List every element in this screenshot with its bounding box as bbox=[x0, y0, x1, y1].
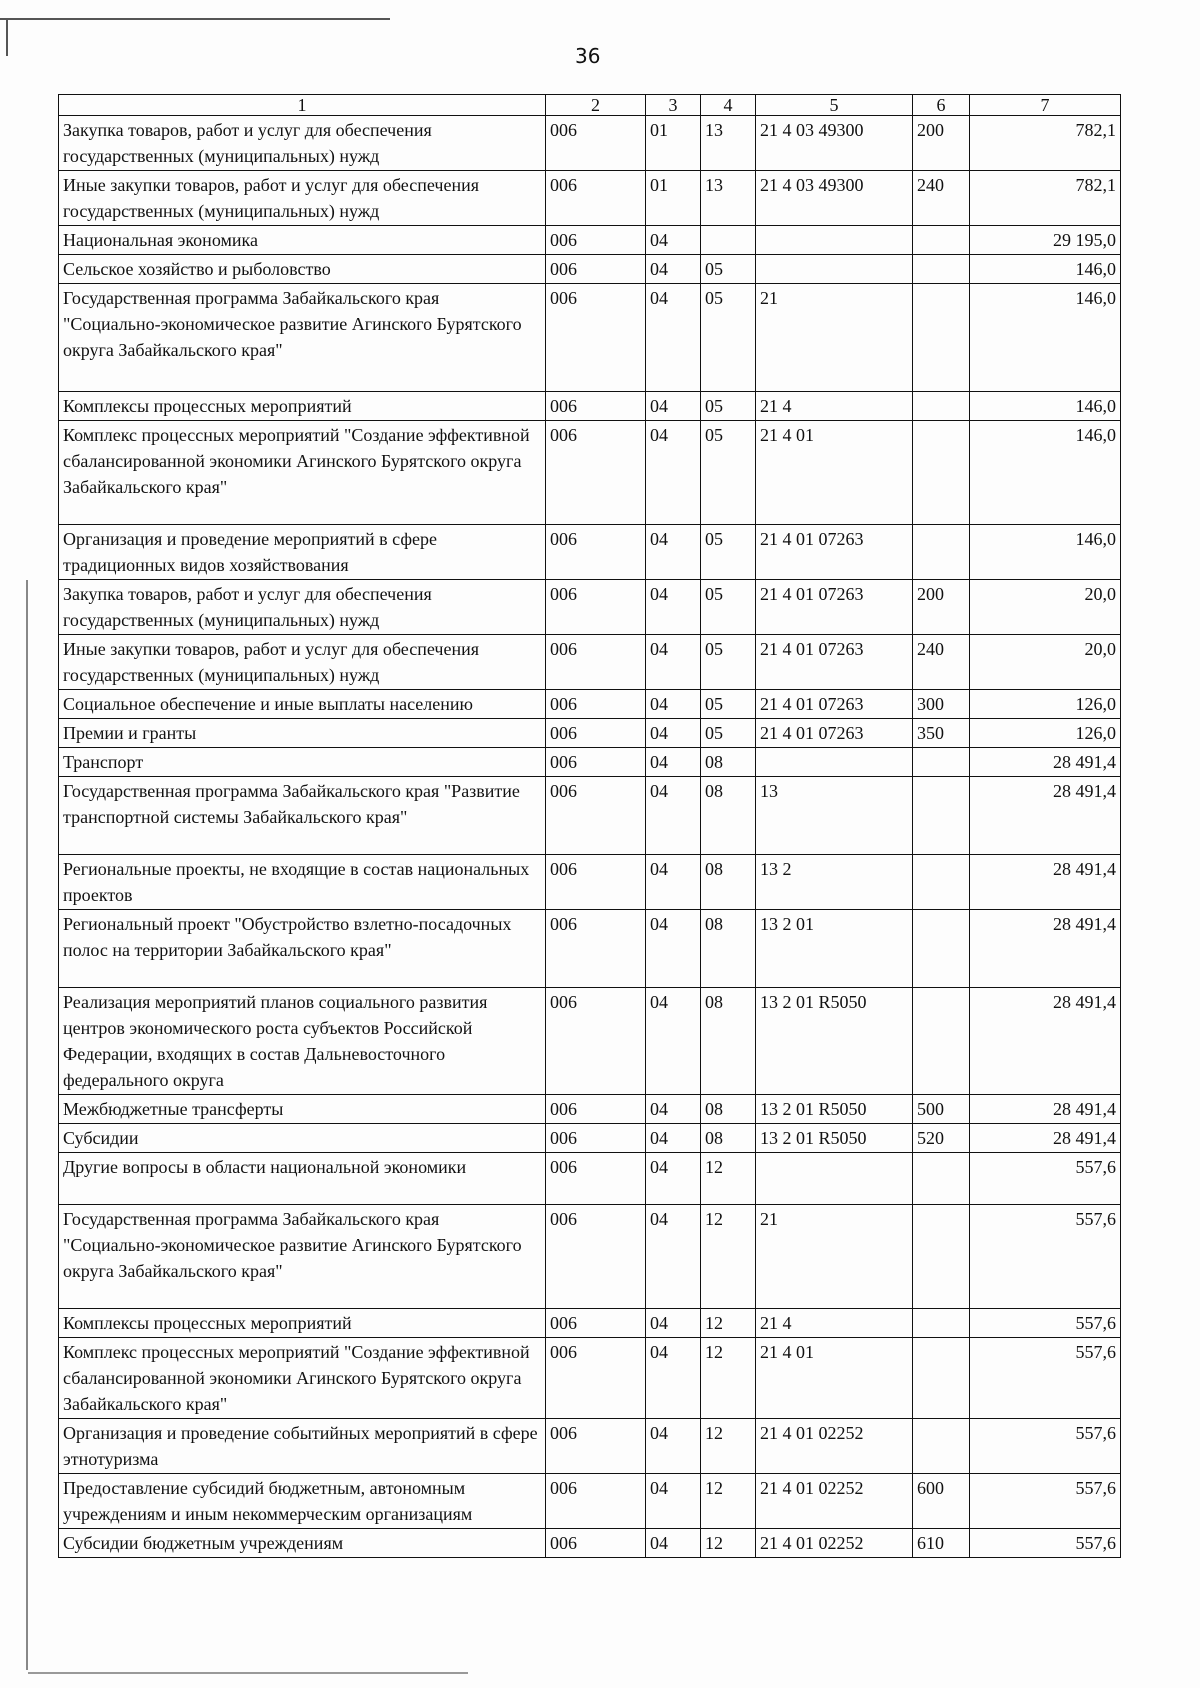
rzpr-code-cell: 006 bbox=[546, 1419, 646, 1474]
amount-cell: 557,6 bbox=[970, 1474, 1121, 1529]
table-row bbox=[59, 1529, 1121, 1558]
amount-cell: 557,6 bbox=[970, 1153, 1121, 1205]
target-article-cell: 13 2 bbox=[756, 855, 913, 910]
target-article-cell bbox=[756, 255, 913, 284]
table-row bbox=[59, 1153, 1121, 1205]
table-row bbox=[59, 116, 1121, 171]
target-article-cell bbox=[756, 1153, 913, 1205]
section-cell: 01 bbox=[646, 116, 701, 171]
rzpr-code-cell: 006 bbox=[546, 284, 646, 392]
target-article-cell: 13 2 01 R5050 bbox=[756, 1124, 913, 1153]
section-cell: 04 bbox=[646, 580, 701, 635]
scan-edge-line bbox=[28, 1672, 468, 1674]
amount-cell: 126,0 bbox=[970, 690, 1121, 719]
rzpr-code-cell: 006 bbox=[546, 1474, 646, 1529]
column-header: 1 bbox=[59, 95, 546, 116]
row-name-cell: Государственная программа Забайкальского края "Развитие транспортной системы Забайкальского края" bbox=[59, 777, 546, 855]
target-article-cell: 13 2 01 bbox=[756, 910, 913, 988]
rzpr-code-cell: 006 bbox=[546, 226, 646, 255]
row-name-cell: Сельское хозяйство и рыболовство bbox=[59, 255, 546, 284]
section-cell: 04 bbox=[646, 1474, 701, 1529]
rzpr-code-cell: 006 bbox=[546, 910, 646, 988]
amount-cell: 29 195,0 bbox=[970, 226, 1121, 255]
row-name-cell: Комплексы процессных мероприятий bbox=[59, 1309, 546, 1338]
expense-type-cell bbox=[913, 284, 970, 392]
rzpr-code-cell: 006 bbox=[546, 988, 646, 1095]
amount-cell: 20,0 bbox=[970, 580, 1121, 635]
scan-edge-line bbox=[0, 18, 390, 20]
expense-type-cell bbox=[913, 1309, 970, 1338]
target-article-cell: 21 4 01 02252 bbox=[756, 1419, 913, 1474]
table-row bbox=[59, 1205, 1121, 1309]
expense-type-cell bbox=[913, 910, 970, 988]
amount-cell: 20,0 bbox=[970, 635, 1121, 690]
target-article-cell: 21 4 01 02252 bbox=[756, 1474, 913, 1529]
column-header: 2 bbox=[546, 95, 646, 116]
amount-cell: 28 491,4 bbox=[970, 988, 1121, 1095]
table-row bbox=[59, 525, 1121, 580]
rzpr-code-cell: 006 bbox=[546, 1095, 646, 1124]
table-row bbox=[59, 748, 1121, 777]
row-name-cell: Социальное обеспечение и иные выплаты населению bbox=[59, 690, 546, 719]
row-name-cell: Национальная экономика bbox=[59, 226, 546, 255]
target-article-cell: 21 4 bbox=[756, 1309, 913, 1338]
rzpr-code-cell: 006 bbox=[546, 421, 646, 525]
expense-type-cell bbox=[913, 421, 970, 525]
section-cell: 04 bbox=[646, 910, 701, 988]
header-row bbox=[59, 95, 1121, 116]
rzpr-code-cell: 006 bbox=[546, 171, 646, 226]
rzpr-code-cell: 006 bbox=[546, 1338, 646, 1419]
target-article-cell: 21 4 01 bbox=[756, 1338, 913, 1419]
column-header: 5 bbox=[756, 95, 913, 116]
section-cell: 04 bbox=[646, 1309, 701, 1338]
expense-type-cell bbox=[913, 777, 970, 855]
subsection-cell: 08 bbox=[701, 855, 756, 910]
section-cell: 04 bbox=[646, 255, 701, 284]
row-name-cell: Реализация мероприятий планов социального развития центров экономического роста субъектов Российской Федерации, входящих в состав Дальневосточного федерального округа bbox=[59, 988, 546, 1095]
subsection-cell: 13 bbox=[701, 116, 756, 171]
table-row bbox=[59, 635, 1121, 690]
target-article-cell: 21 4 01 07263 bbox=[756, 690, 913, 719]
expense-type-cell bbox=[913, 1338, 970, 1419]
table-row bbox=[59, 988, 1121, 1095]
section-cell: 04 bbox=[646, 226, 701, 255]
section-cell: 04 bbox=[646, 719, 701, 748]
budget-table bbox=[58, 94, 1121, 1558]
rzpr-code-cell: 006 bbox=[546, 1124, 646, 1153]
table-row bbox=[59, 1419, 1121, 1474]
expense-type-cell bbox=[913, 1419, 970, 1474]
rzpr-code-cell: 006 bbox=[546, 580, 646, 635]
expense-type-cell bbox=[913, 226, 970, 255]
subsection-cell: 05 bbox=[701, 525, 756, 580]
rzpr-code-cell: 006 bbox=[546, 1153, 646, 1205]
rzpr-code-cell: 006 bbox=[546, 116, 646, 171]
table-row bbox=[59, 777, 1121, 855]
subsection-cell: 05 bbox=[701, 421, 756, 525]
amount-cell: 146,0 bbox=[970, 392, 1121, 421]
amount-cell: 557,6 bbox=[970, 1205, 1121, 1309]
table-row bbox=[59, 392, 1121, 421]
subsection-cell: 05 bbox=[701, 392, 756, 421]
row-name-cell: Межбюджетные трансферты bbox=[59, 1095, 546, 1124]
rzpr-code-cell: 006 bbox=[546, 690, 646, 719]
subsection-cell: 05 bbox=[701, 255, 756, 284]
amount-cell: 28 491,4 bbox=[970, 748, 1121, 777]
row-name-cell: Субсидии bbox=[59, 1124, 546, 1153]
target-article-cell: 21 4 01 07263 bbox=[756, 719, 913, 748]
scan-edge-line bbox=[6, 20, 8, 56]
subsection-cell: 08 bbox=[701, 910, 756, 988]
target-article-cell: 21 4 bbox=[756, 392, 913, 421]
table-row bbox=[59, 255, 1121, 284]
table-row bbox=[59, 226, 1121, 255]
subsection-cell: 05 bbox=[701, 635, 756, 690]
amount-cell: 28 491,4 bbox=[970, 1095, 1121, 1124]
rzpr-code-cell: 006 bbox=[546, 855, 646, 910]
section-cell: 04 bbox=[646, 1124, 701, 1153]
row-name-cell: Организация и проведение событийных мероприятий в сфере этнотуризма bbox=[59, 1419, 546, 1474]
expense-type-cell: 200 bbox=[913, 116, 970, 171]
expense-type-cell bbox=[913, 1205, 970, 1309]
expense-type-cell: 600 bbox=[913, 1474, 970, 1529]
rzpr-code-cell: 006 bbox=[546, 635, 646, 690]
expense-type-cell: 240 bbox=[913, 635, 970, 690]
target-article-cell bbox=[756, 226, 913, 255]
amount-cell: 557,6 bbox=[970, 1419, 1121, 1474]
row-name-cell: Комплекс процессных мероприятий "Создание эффективной сбалансированной экономики Агинского Бурятского округа Забайкальского края" bbox=[59, 421, 546, 525]
rzpr-code-cell: 006 bbox=[546, 525, 646, 580]
table-row bbox=[59, 1474, 1121, 1529]
rzpr-code-cell: 006 bbox=[546, 719, 646, 748]
target-article-cell: 21 4 01 02252 bbox=[756, 1529, 913, 1558]
expense-type-cell bbox=[913, 748, 970, 777]
row-name-cell: Премии и гранты bbox=[59, 719, 546, 748]
section-cell: 04 bbox=[646, 777, 701, 855]
amount-cell: 28 491,4 bbox=[970, 1124, 1121, 1153]
subsection-cell: 12 bbox=[701, 1338, 756, 1419]
table-body bbox=[59, 116, 1121, 1558]
amount-cell: 146,0 bbox=[970, 284, 1121, 392]
page-number: 36 bbox=[575, 44, 601, 68]
section-cell: 04 bbox=[646, 748, 701, 777]
subsection-cell: 08 bbox=[701, 988, 756, 1095]
rzpr-code-cell: 006 bbox=[546, 777, 646, 855]
row-name-cell: Иные закупки товаров, работ и услуг для обеспечения государственных (муниципальных) нужд bbox=[59, 635, 546, 690]
expense-type-cell: 200 bbox=[913, 580, 970, 635]
section-cell: 04 bbox=[646, 988, 701, 1095]
target-article-cell: 21 4 01 07263 bbox=[756, 580, 913, 635]
amount-cell: 28 491,4 bbox=[970, 777, 1121, 855]
row-name-cell: Другие вопросы в области национальной экономики bbox=[59, 1153, 546, 1205]
section-cell: 04 bbox=[646, 1338, 701, 1419]
column-header: 6 bbox=[913, 95, 970, 116]
section-cell: 04 bbox=[646, 1529, 701, 1558]
amount-cell: 782,1 bbox=[970, 116, 1121, 171]
amount-cell: 146,0 bbox=[970, 255, 1121, 284]
subsection-cell: 05 bbox=[701, 690, 756, 719]
subsection-cell: 05 bbox=[701, 284, 756, 392]
row-name-cell: Субсидии бюджетным учреждениям bbox=[59, 1529, 546, 1558]
subsection-cell: 12 bbox=[701, 1474, 756, 1529]
table-row bbox=[59, 1124, 1121, 1153]
target-article-cell: 21 bbox=[756, 284, 913, 392]
subsection-cell: 12 bbox=[701, 1419, 756, 1474]
table-row bbox=[59, 421, 1121, 525]
subsection-cell bbox=[701, 226, 756, 255]
subsection-cell: 08 bbox=[701, 777, 756, 855]
table-row bbox=[59, 1338, 1121, 1419]
row-name-cell: Государственная программа Забайкальского края "Социально-экономическое развитие Агинского Бурятского округа Забайкальского края" bbox=[59, 284, 546, 392]
expense-type-cell: 240 bbox=[913, 171, 970, 226]
section-cell: 04 bbox=[646, 525, 701, 580]
row-name-cell: Транспорт bbox=[59, 748, 546, 777]
expense-type-cell bbox=[913, 392, 970, 421]
subsection-cell: 13 bbox=[701, 171, 756, 226]
table-row bbox=[59, 690, 1121, 719]
rzpr-code-cell: 006 bbox=[546, 748, 646, 777]
rzpr-code-cell: 006 bbox=[546, 255, 646, 284]
rzpr-code-cell: 006 bbox=[546, 392, 646, 421]
amount-cell: 557,6 bbox=[970, 1309, 1121, 1338]
table-row bbox=[59, 1095, 1121, 1124]
amount-cell: 557,6 bbox=[970, 1529, 1121, 1558]
section-cell: 04 bbox=[646, 635, 701, 690]
subsection-cell: 05 bbox=[701, 580, 756, 635]
section-cell: 04 bbox=[646, 1153, 701, 1205]
target-article-cell: 21 4 01 bbox=[756, 421, 913, 525]
section-cell: 04 bbox=[646, 392, 701, 421]
target-article-cell: 21 4 01 07263 bbox=[756, 525, 913, 580]
subsection-cell: 08 bbox=[701, 748, 756, 777]
row-name-cell: Региональные проекты, не входящие в состав национальных проектов bbox=[59, 855, 546, 910]
amount-cell: 782,1 bbox=[970, 171, 1121, 226]
subsection-cell: 12 bbox=[701, 1309, 756, 1338]
amount-cell: 126,0 bbox=[970, 719, 1121, 748]
expense-type-cell bbox=[913, 525, 970, 580]
section-cell: 04 bbox=[646, 1095, 701, 1124]
expense-type-cell bbox=[913, 1153, 970, 1205]
section-cell: 04 bbox=[646, 284, 701, 392]
expense-type-cell bbox=[913, 255, 970, 284]
section-cell: 01 bbox=[646, 171, 701, 226]
target-article-cell: 21 4 03 49300 bbox=[756, 116, 913, 171]
amount-cell: 28 491,4 bbox=[970, 855, 1121, 910]
row-name-cell: Закупка товаров, работ и услуг для обеспечения государственных (муниципальных) нужд bbox=[59, 116, 546, 171]
target-article-cell: 21 4 01 07263 bbox=[756, 635, 913, 690]
target-article-cell: 13 bbox=[756, 777, 913, 855]
row-name-cell: Комплексы процессных мероприятий bbox=[59, 392, 546, 421]
table-row bbox=[59, 719, 1121, 748]
amount-cell: 28 491,4 bbox=[970, 910, 1121, 988]
scan-edge-line bbox=[26, 580, 28, 1670]
target-article-cell: 13 2 01 R5050 bbox=[756, 1095, 913, 1124]
expense-type-cell: 520 bbox=[913, 1124, 970, 1153]
target-article-cell bbox=[756, 748, 913, 777]
subsection-cell: 12 bbox=[701, 1153, 756, 1205]
target-article-cell: 21 4 03 49300 bbox=[756, 171, 913, 226]
row-name-cell: Государственная программа Забайкальского края "Социально-экономическое развитие Агинского Бурятского округа Забайкальского края" bbox=[59, 1205, 546, 1309]
table-row bbox=[59, 855, 1121, 910]
expense-type-cell: 610 bbox=[913, 1529, 970, 1558]
row-name-cell: Организация и проведение мероприятий в сфере традиционных видов хозяйствования bbox=[59, 525, 546, 580]
rzpr-code-cell: 006 bbox=[546, 1205, 646, 1309]
column-header: 3 bbox=[646, 95, 701, 116]
subsection-cell: 08 bbox=[701, 1095, 756, 1124]
target-article-cell: 21 bbox=[756, 1205, 913, 1309]
subsection-cell: 12 bbox=[701, 1205, 756, 1309]
subsection-cell: 12 bbox=[701, 1529, 756, 1558]
target-article-cell: 13 2 01 R5050 bbox=[756, 988, 913, 1095]
section-cell: 04 bbox=[646, 690, 701, 719]
table-row bbox=[59, 910, 1121, 988]
expense-type-cell: 300 bbox=[913, 690, 970, 719]
table-row bbox=[59, 171, 1121, 226]
section-cell: 04 bbox=[646, 1419, 701, 1474]
column-header: 7 bbox=[970, 95, 1121, 116]
amount-cell: 557,6 bbox=[970, 1338, 1121, 1419]
expense-type-cell: 500 bbox=[913, 1095, 970, 1124]
row-name-cell: Комплекс процессных мероприятий "Создание эффективной сбалансированной экономики Агинского Бурятского округа Забайкальского края" bbox=[59, 1338, 546, 1419]
amount-cell: 146,0 bbox=[970, 525, 1121, 580]
table-row bbox=[59, 580, 1121, 635]
table-row bbox=[59, 1309, 1121, 1338]
section-cell: 04 bbox=[646, 421, 701, 525]
subsection-cell: 05 bbox=[701, 719, 756, 748]
subsection-cell: 08 bbox=[701, 1124, 756, 1153]
amount-cell: 146,0 bbox=[970, 421, 1121, 525]
row-name-cell: Закупка товаров, работ и услуг для обеспечения государственных (муниципальных) нужд bbox=[59, 580, 546, 635]
table-row bbox=[59, 284, 1121, 392]
expense-type-cell bbox=[913, 988, 970, 1095]
row-name-cell: Региональный проект "Обустройство взлетно-посадочных полос на территории Забайкальского края" bbox=[59, 910, 546, 988]
column-header: 4 bbox=[701, 95, 756, 116]
row-name-cell: Иные закупки товаров, работ и услуг для обеспечения государственных (муниципальных) нужд bbox=[59, 171, 546, 226]
expense-type-cell: 350 bbox=[913, 719, 970, 748]
row-name-cell: Предоставление субсидий бюджетным, автономным учреждениям и иным некоммерческим организациям bbox=[59, 1474, 546, 1529]
rzpr-code-cell: 006 bbox=[546, 1529, 646, 1558]
expense-type-cell bbox=[913, 855, 970, 910]
section-cell: 04 bbox=[646, 1205, 701, 1309]
section-cell: 04 bbox=[646, 855, 701, 910]
rzpr-code-cell: 006 bbox=[546, 1309, 646, 1338]
